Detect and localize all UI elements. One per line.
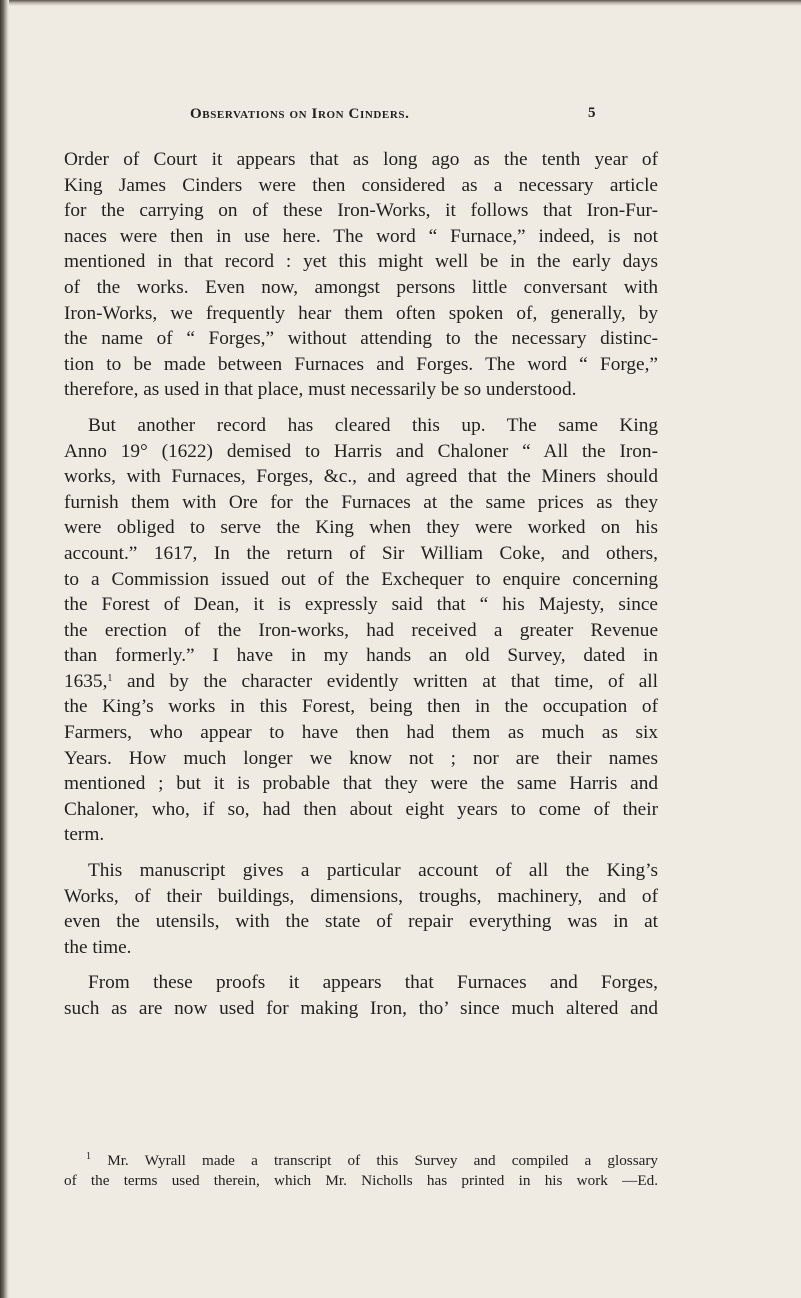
- text-line: the name of “ Forges,” without attending to the necessary distinc-: [64, 328, 658, 350]
- footnote-marker: 1: [86, 1151, 91, 1162]
- text-line: furnish them with Ore for the Furnaces at the same prices as they: [64, 491, 658, 513]
- text-line: [64, 669, 658, 695]
- text-line: such as are now used for making Iron, tho’ since much altered and: [64, 998, 658, 1019]
- text-line: the Forest of Dean, it is expressly said that “ his Majesty, since: [64, 594, 658, 616]
- paragraph-2: [64, 413, 658, 848]
- paragraph-3: [64, 858, 658, 960]
- text-segment: Mr. Wyrall made a transcript of this Survey and compiled a glossary: [107, 1152, 659, 1169]
- text-segment: and by the character evidently written at that time, of all: [112, 670, 658, 692]
- text-line: Chaloner, who, if so, had then about eight years to come of their: [64, 798, 658, 820]
- text-line: of the works. Even now, amongst persons little conversant with: [64, 276, 658, 298]
- text-line: to a Commission issued out of the Exchequer to enquire concerning: [64, 568, 658, 590]
- text-line: mentioned in that record : yet this might well be in the early days: [64, 251, 658, 273]
- text-line: were obliged to serve the King when they were worked on his: [64, 517, 658, 539]
- footnote-line: [64, 1151, 658, 1171]
- paragraph-1: [64, 147, 658, 403]
- text-line: Anno 19° (1622) demised to Harris and Chaloner “ All the Iron-: [64, 440, 658, 462]
- text-line: therefore, as used in that place, must necessarily be so understood.: [64, 379, 577, 401]
- paragraph-4: [64, 970, 658, 1021]
- text-line: From these proofs it appears that Furnaces and Forges,: [88, 972, 658, 994]
- text-line: Iron-Works, we frequently hear them often spoken of, generally, by: [64, 302, 658, 324]
- text-line: Farmers, who appear to have then had them as much as six: [64, 722, 658, 744]
- text-line: the King’s works in this Forest, being then in the occupation of: [64, 696, 658, 718]
- page-edge-top: [0, 0, 801, 6]
- text-line: Order of Court it appears that as long ago as the tenth year of: [64, 149, 658, 170]
- text-line: than formerly.” I have in my hands an old Survey, dated in: [64, 645, 658, 667]
- footnote-line: of the terms used therein, which Mr. Nicholls has printed in his work —Ed.: [64, 1172, 658, 1189]
- footnote-reference[interactable]: 1: [107, 672, 113, 684]
- text-line: the time.: [64, 936, 132, 958]
- body-text: [64, 147, 658, 1022]
- text-line: mentioned ; but it is probable that they were the same Harris and: [64, 773, 658, 795]
- text-line: even the utensils, with the state of repair everything was in at: [64, 911, 658, 933]
- text-line: But another record has cleared this up. The same King: [88, 414, 658, 436]
- text-line: naces were then in use here. The word “ Furnace,” indeed, is not: [64, 225, 658, 247]
- page-edge-left: [0, 0, 9, 1298]
- text-line: tion to be made between Furnaces and Forges. The word “ Forge,”: [64, 353, 658, 375]
- text-line: the erection of the Iron-works, had received a greater Revenue: [64, 619, 658, 641]
- text-line: account.” 1617, In the return of Sir William Coke, and others,: [64, 542, 658, 564]
- text-line: Years. How much longer we know not ; nor are their names: [64, 747, 658, 769]
- text-line: term.: [64, 824, 105, 846]
- footnote: [64, 1151, 658, 1191]
- text-line: This manuscript gives a particular account of all the King’s: [88, 860, 658, 882]
- text-line: for the carrying on of these Iron-Works, it follows that Iron-Fur-: [64, 200, 658, 222]
- text-segment: 1635,: [64, 670, 108, 692]
- page-number: 5: [588, 105, 596, 121]
- text-line: works, with Furnaces, Forges, &c., and agreed that the Miners should: [64, 466, 658, 488]
- running-head-title: Observations on Iron Cinders.: [190, 106, 410, 122]
- text-line: King James Cinders were then considered as a necessary article: [64, 174, 658, 196]
- text-line: Works, of their buildings, dimensions, troughs, machinery, and of: [64, 885, 658, 907]
